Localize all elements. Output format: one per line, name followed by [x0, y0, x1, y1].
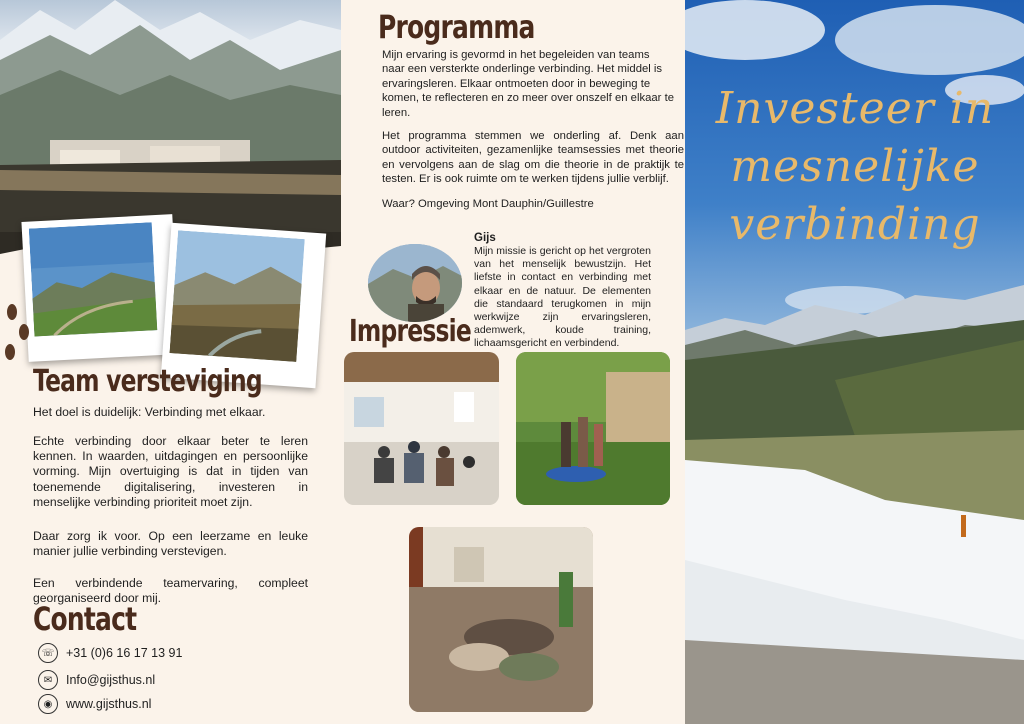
website-text[interactable]: www.gijsthus.nl — [66, 697, 152, 711]
team-intro: Het doel is duidelijk: Verbinding met elkaar. — [33, 405, 266, 419]
programma-paragraph-1: Mijn ervaring is gevormd in het begeleiden van teams naar een versterkte onderlinge verbinding. Het middel is ervaringsleren. Elkaar ontmoeten door in beweging te komen, te reflecteren en zo meer over onszelf en elkaar te leren. — [382, 49, 674, 119]
globe-icon: ◉ — [38, 694, 58, 714]
mail-icon: ✉ — [38, 670, 58, 690]
headline-line-3: verbinding — [729, 199, 981, 250]
impression-photo-workshop — [409, 527, 593, 712]
programma-paragraph-2: Het programma stemmen we onderling af. Denk aan outdoor activiteiten, gezamenlijke teamsessies met theorie en vervolgens aan de slag om die theorie in de praktijk te testen. Er is ook ruimte om te werken tijdens jullie verblijf. — [382, 130, 684, 186]
footprints-icon — [0, 300, 36, 370]
headline — [695, 80, 1015, 254]
programma-title: Programma — [378, 8, 535, 46]
phone-icon: ☏ — [38, 643, 58, 663]
gijs-bio: Mijn missie is gericht op het vergroten van het menselijk bewustzijn. Het liefste in contact en verbinding met elkaar en de natuur. De elementen die standaard terugkomen in mijn werkwijze zijn ervaringsleren, ademwerk, koude training, lichaamsgericht en verbindend. — [474, 245, 651, 350]
polaroid-valley-photo — [21, 214, 179, 362]
mountain-village-photo — [0, 0, 341, 245]
gijs-avatar — [368, 244, 462, 322]
team-paragraph-1: Echte verbinding door elkaar beter te leren kennen. In waarden, uitdagingen en persoonlijke vorming. Mijn overtuiging is dat in tijden van toenemende digitalisering, investeren in menselijke verbinding prioriteit moet zijn. — [33, 434, 308, 509]
team-title: Team versteviging — [33, 364, 262, 399]
middle-panel — [341, 0, 685, 724]
headline-line-1: Investeer in — [715, 83, 995, 134]
contact-phone — [38, 643, 182, 663]
team-paragraph-2: Daar zorg ik voor. Op een leerzame en leuke manier jullie verbinding verstevigen. — [33, 529, 308, 559]
contact-website — [38, 694, 151, 714]
contact-email — [38, 670, 155, 690]
impression-photo-garden — [516, 352, 670, 505]
impressie-title: Impressie — [349, 314, 471, 349]
headline-line-2: mesnelijke — [730, 141, 980, 192]
email-text[interactable]: Info@gijsthus.nl — [66, 673, 156, 687]
team-paragraph-3: Een verbindende teamervaring, compleet georganiseerd door mij. — [33, 576, 308, 606]
impression-photo-room — [344, 352, 499, 505]
contact-title: Contact — [33, 600, 137, 638]
right-panel — [685, 0, 1024, 724]
left-panel — [0, 0, 341, 724]
phone-text: +31 (0)6 16 17 13 91 — [66, 646, 183, 660]
programma-location: Waar? Omgeving Mont Dauphin/Guillestre — [382, 198, 594, 210]
gijs-name: Gijs — [474, 232, 496, 244]
